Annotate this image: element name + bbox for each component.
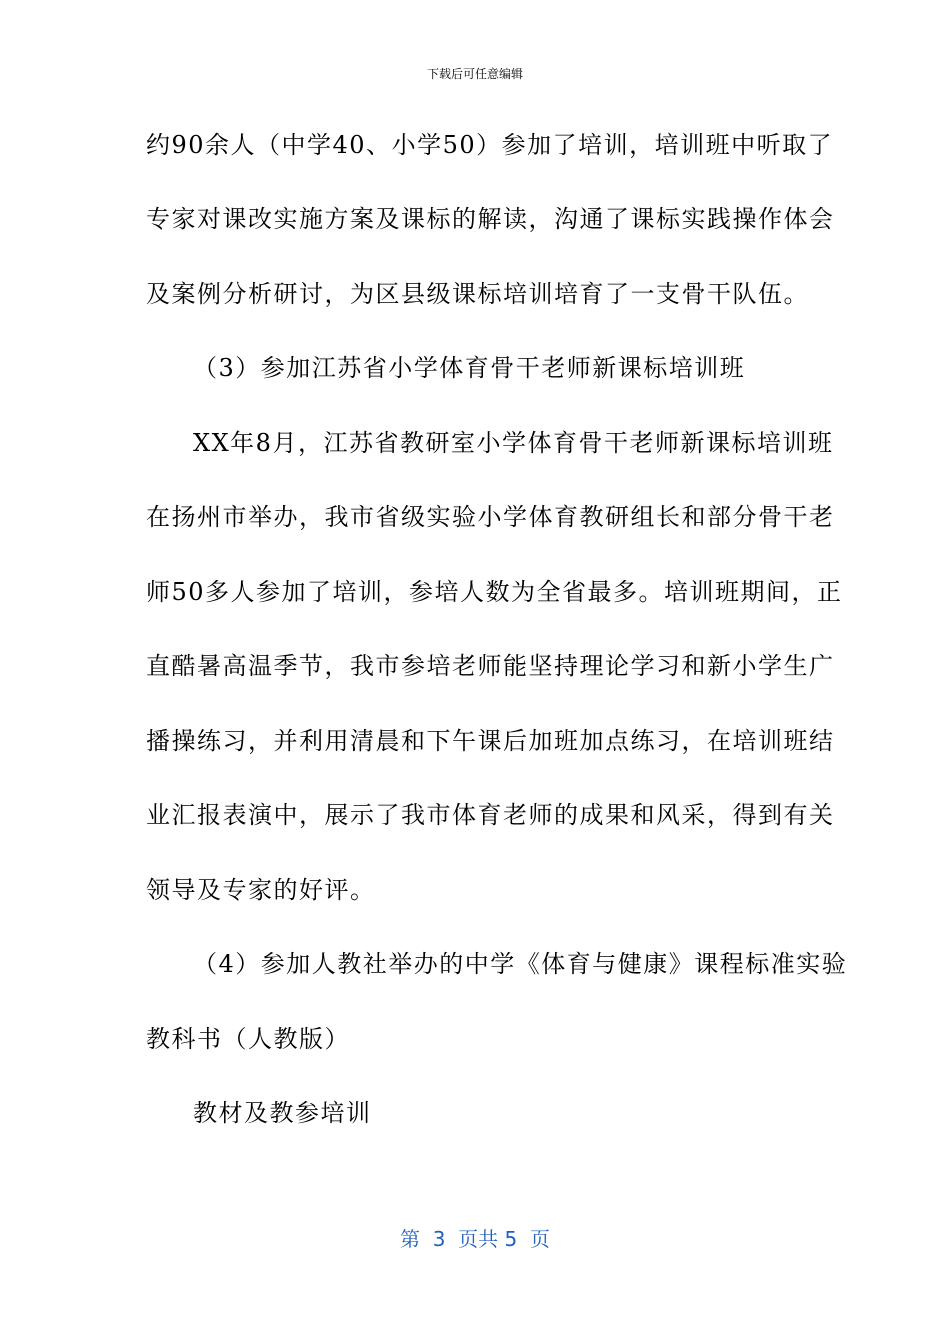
paragraph-line: 教科书（人教版） (146, 1025, 350, 1053)
paragraph-line: 师50多人参加了培训，参培人数为全省最多。培训班期间，正 (146, 578, 843, 606)
paragraph-line: 播操练习，并利用清晨和下午课后加班加点练习，在培训班结 (146, 727, 835, 755)
paragraph-line: 专家对课改实施方案及课标的解读，沟通了课标实践操作体会 (146, 205, 835, 233)
paragraph-line: 直酷暑高温季节，我市参培老师能坚持理论学习和新小学生广 (146, 652, 835, 680)
paragraph-line: 教材及教参培训 (193, 1099, 372, 1127)
paragraph-line: 在扬州市举办，我市省级实验小学体育教研组长和部分骨干老 (146, 503, 835, 531)
header-note: 下载后可任意编辑 (426, 67, 523, 81)
paragraph-line: 及案例分析研讨，为区县级课标培训培育了一支骨干队伍。 (146, 280, 809, 308)
section-heading-4: （4）参加人教社举办的中学《体育与健康》课程标准实验 (193, 950, 848, 978)
page-number-footer: 第 3 页共 5 页 (400, 1227, 550, 1251)
paragraph-line: 领导及专家的好评。 (146, 876, 376, 904)
section-heading-3: （3）参加江苏省小学体育骨干老师新课标培训班 (193, 354, 746, 382)
paragraph-line: 约90余人（中学40、小学50）参加了培训，培训班中听取了 (146, 131, 834, 159)
paragraph-line: 业汇报表演中，展示了我市体育老师的成果和风采，得到有关 (146, 801, 835, 829)
paragraph-line: XX年8月，江苏省教研室小学体育骨干老师新课标培训班 (193, 429, 834, 457)
